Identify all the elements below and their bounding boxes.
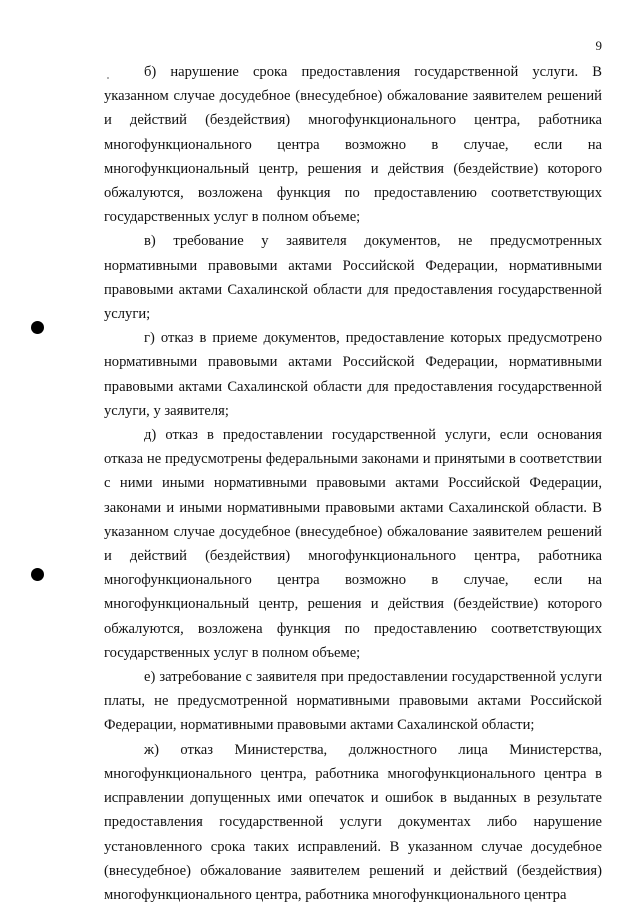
paragraph-b: б) нарушение срока предоставления государственной услуги. В указанном случае досудебное (внесудебное) обжалование заявителем решений и действий (бездействия) многофункционального центра, работника многофункционального центра возможно в случае, если на многофункциональный центр, решения и действия (бездействие) которого обжалуются, возложена функция по предоставлению соответствующих государственных услуг в полном объеме; (104, 64, 602, 226)
binder-hole-bottom (31, 568, 44, 581)
document-body (104, 60, 602, 907)
paragraph-v: в) требование у заявителя документов, не предусмотренных нормативными правовыми актами Российской Федерации, нормативными правовыми актами Сахалинской области для предоставления государственной услуги; (104, 233, 602, 323)
paragraph-zh: ж) отказ Министерства, должностного лица Министерства, многофункционального центра, работника многофункционального центра в исправлении допущенных ими опечаток и ошибок в выданных в результате предоставления государственной услуги документах либо нарушение установленного срока таких исправлений. В указанном случае досудебное (внесудебное) обжалование заявителем решений и действий (бездействия) многофункционального центра, работника многофункционального центра (104, 741, 602, 903)
paragraph-d: д) отказ в предоставлении государственной услуги, если основания отказа не предусмотрены федеральными законами и принятыми в соответствии с ними иными нормативными правовыми актами Российской Федерации, законами и иными нормативными правовыми актами Сахалинской области. В указанном случае досудебное (внесудебное) обжалование заявителем решений и действий (бездействия) многофункционального центра, работника многофункционального центра возможно в случае, если на многофункциональный центр, решения и действия (бездействие) которого обжалуются, возложена функция по предоставлению соответствующих государственных услуг в полном объеме; (104, 427, 602, 661)
page-number: 9 (595, 38, 602, 53)
paragraph-e: е) затребование с заявителя при предоставлении государственной услуги платы, не предусмотренной нормативными правовыми актами Российской Федерации, нормативными правовыми актами Сахалинской области; (104, 669, 602, 734)
binder-hole-top (31, 321, 44, 334)
paragraph-g: г) отказ в приеме документов, предоставление которых предусмотрено нормативными правовыми актами Российской Федерации, нормативными правовыми актами Сахалинской области для предоставления государственной услуги, у заявителя; (104, 330, 602, 419)
